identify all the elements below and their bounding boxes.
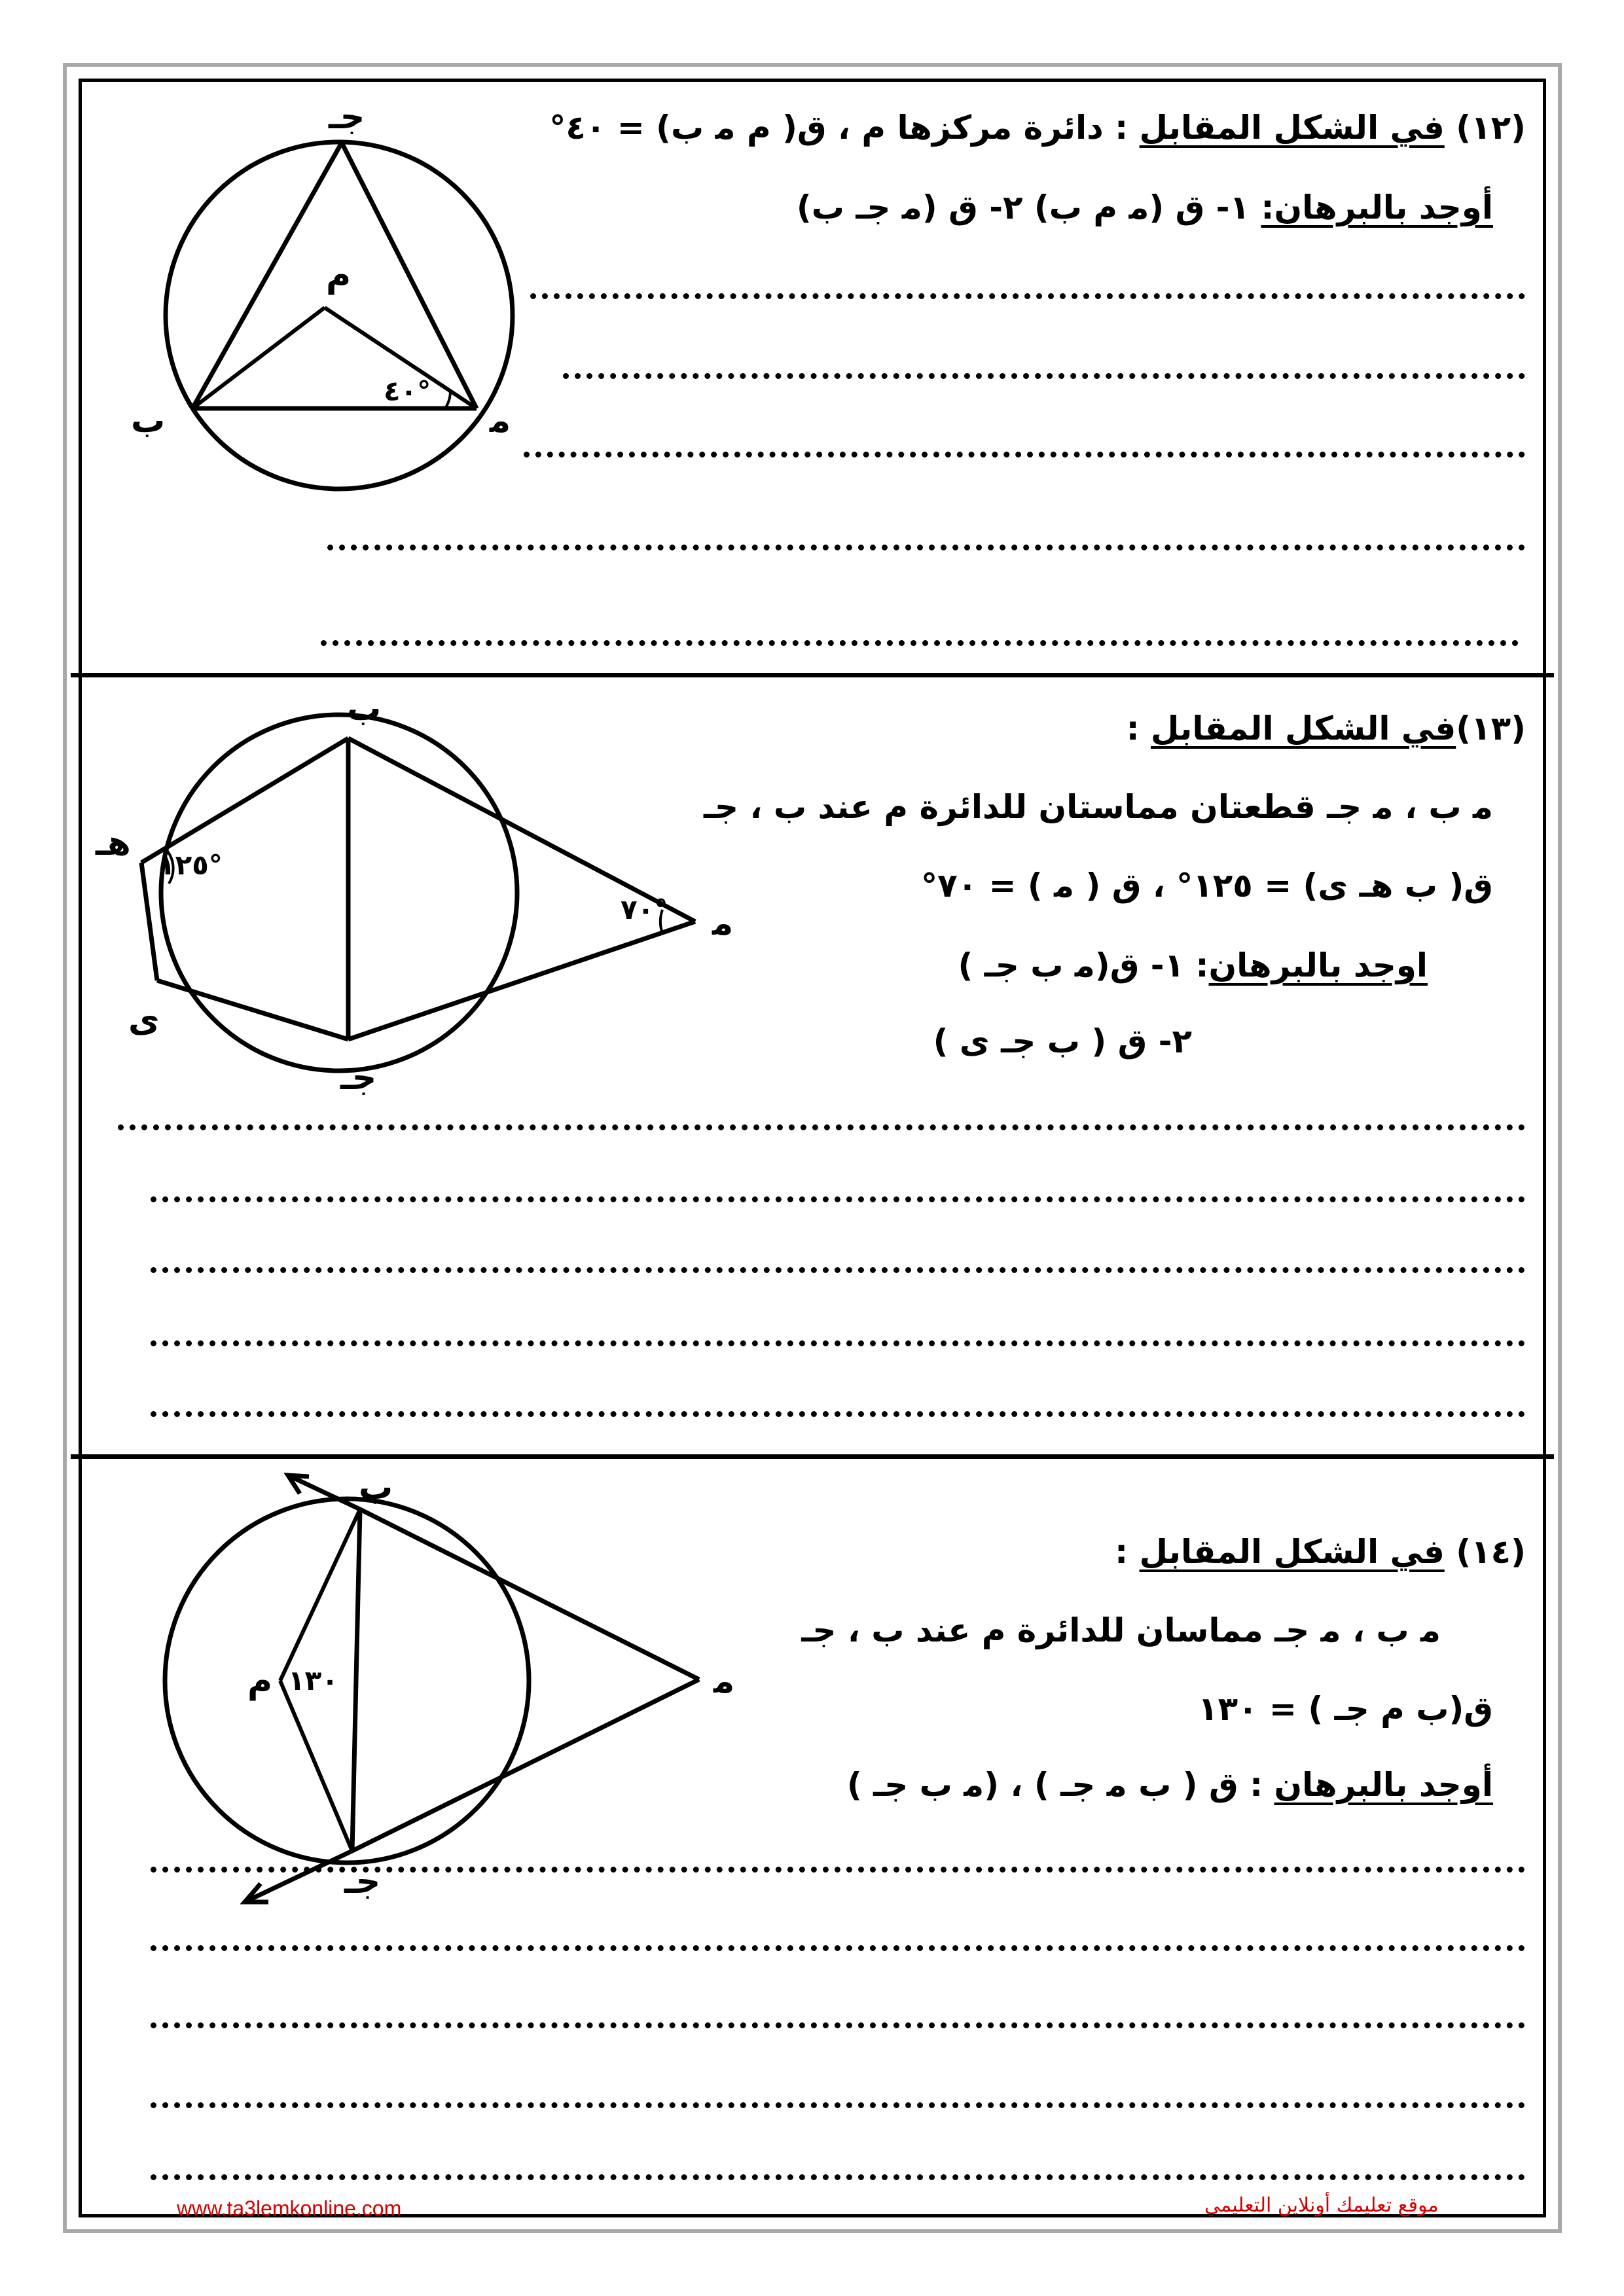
q12-label-m: م (326, 256, 352, 295)
answer-line[interactable] (151, 1340, 1525, 1346)
q13-heading: في الشكل المقابل (1150, 709, 1456, 747)
q13-angle-a: ٧٠° (621, 893, 668, 925)
q14-line-3 (1198, 1690, 1493, 1728)
answer-line[interactable] (524, 452, 1525, 457)
q13-given-1: ﻣ ب ، ﻣ جـ قطعتان مماستان للدائرة م عند ب ، جـ (703, 788, 1493, 826)
q12-label-b: ب (131, 401, 166, 440)
answer-line[interactable] (327, 545, 1525, 550)
q12-line-1 (549, 109, 1526, 147)
q14-label-b: ب (359, 1468, 393, 1507)
section-divider (71, 1454, 1554, 1459)
answer-line[interactable] (118, 1124, 1525, 1130)
q13-label-d: ى (128, 1001, 160, 1040)
q14-given-1: ﻣ ب ، ﻣ جـ مماسان للدائرة م عند ب ، جـ (801, 1611, 1441, 1649)
q13-prove-label: اوجد بالبرهان (1208, 946, 1428, 984)
answer-line[interactable] (151, 2174, 1525, 2180)
q12-figure (118, 92, 563, 511)
q13-line-2 (703, 788, 1493, 826)
answer-line[interactable] (151, 1945, 1525, 1951)
q13-label-h: هـ (96, 824, 131, 863)
q13-required-2: ٢- ق ( ب جـ ى ) (933, 1022, 1192, 1060)
answer-line[interactable] (151, 2102, 1525, 2108)
q13-circle (161, 715, 517, 1071)
q13-figure (92, 689, 772, 1100)
answer-line[interactable] (563, 373, 1525, 379)
footer-website[interactable]: www.ta3lemkonline.com (177, 2197, 402, 2220)
q13-label-a: ﻣ (712, 904, 734, 943)
answer-line[interactable] (530, 293, 1525, 299)
q14-prove-label: أوجد بالبرهان (1274, 1766, 1493, 1804)
q12-heading: في الشكل المقابل (1139, 109, 1445, 147)
footer-site-name: موقع تعليمك أونلاين التعليمي (1204, 2194, 1439, 2217)
q14-line-1: (١٤) في الشكل المقابل : (1115, 1533, 1526, 1571)
q13-label-c: جـ (340, 1058, 377, 1098)
q12-label-a: ﻣ (490, 401, 511, 440)
q13-required-1: : ١- ق(ﻣ ب جـ ) (958, 946, 1209, 984)
q14-circle (165, 1499, 529, 1863)
q14-label-m: م (247, 1662, 273, 1701)
q14-figure (131, 1468, 759, 1901)
q12-label-c: جـ (329, 98, 365, 137)
q14-heading: في الشكل المقابل (1139, 1533, 1445, 1571)
q14-label-a: ﻣ (713, 1662, 735, 1701)
q13-line-3 (921, 867, 1493, 905)
section-divider (71, 673, 1554, 677)
q13-line-4 (958, 946, 1428, 984)
q12-prove-label: أوجد بالبرهان: (1261, 188, 1493, 226)
answer-line[interactable] (321, 640, 1519, 646)
q14-required: : ق ( ب ﻣ جـ ) ، (ﻣ ب جـ ) (846, 1766, 1274, 1804)
q12-angle-label: ٤٠° (384, 375, 431, 407)
answer-line[interactable] (151, 2022, 1525, 2028)
q14-line-2 (801, 1611, 1441, 1649)
q13-line-1: (١٣)في الشكل المقابل : (1126, 709, 1526, 747)
answer-line[interactable] (151, 1411, 1525, 1417)
q12-number: (١٢) (1444, 109, 1526, 147)
q14-label-c: جـ (344, 1862, 381, 1901)
q12-given: : دائرة مركزها م ، ق( م ﻣ ب) = ٤٠° (549, 109, 1140, 147)
q14-given-2: ق(ب م جـ ) = ١٣٠ (1198, 1690, 1493, 1728)
q14-angle-label: ١٣٠ (288, 1664, 338, 1696)
q14-number: (١٤) (1444, 1533, 1526, 1571)
q12-line-2 (796, 188, 1493, 226)
q13-label-b: ب (347, 689, 382, 728)
answer-line[interactable] (151, 1196, 1525, 1202)
q13-angle-h: ١٢٥° (158, 849, 223, 881)
q13-number: (١٣) (1456, 709, 1526, 747)
answer-line[interactable] (151, 1267, 1525, 1273)
q13-line-5 (933, 1022, 1192, 1060)
q12-required: ١- ق (ﻣ م ب) ٢- ق (ﻣ جـ ب) (796, 188, 1261, 226)
q14-line-4 (846, 1766, 1493, 1804)
q13-given-2: ق( ب هـ ى) = ١٢٥° ، ق ( ﻣ ) = ٧٠° (921, 867, 1493, 905)
